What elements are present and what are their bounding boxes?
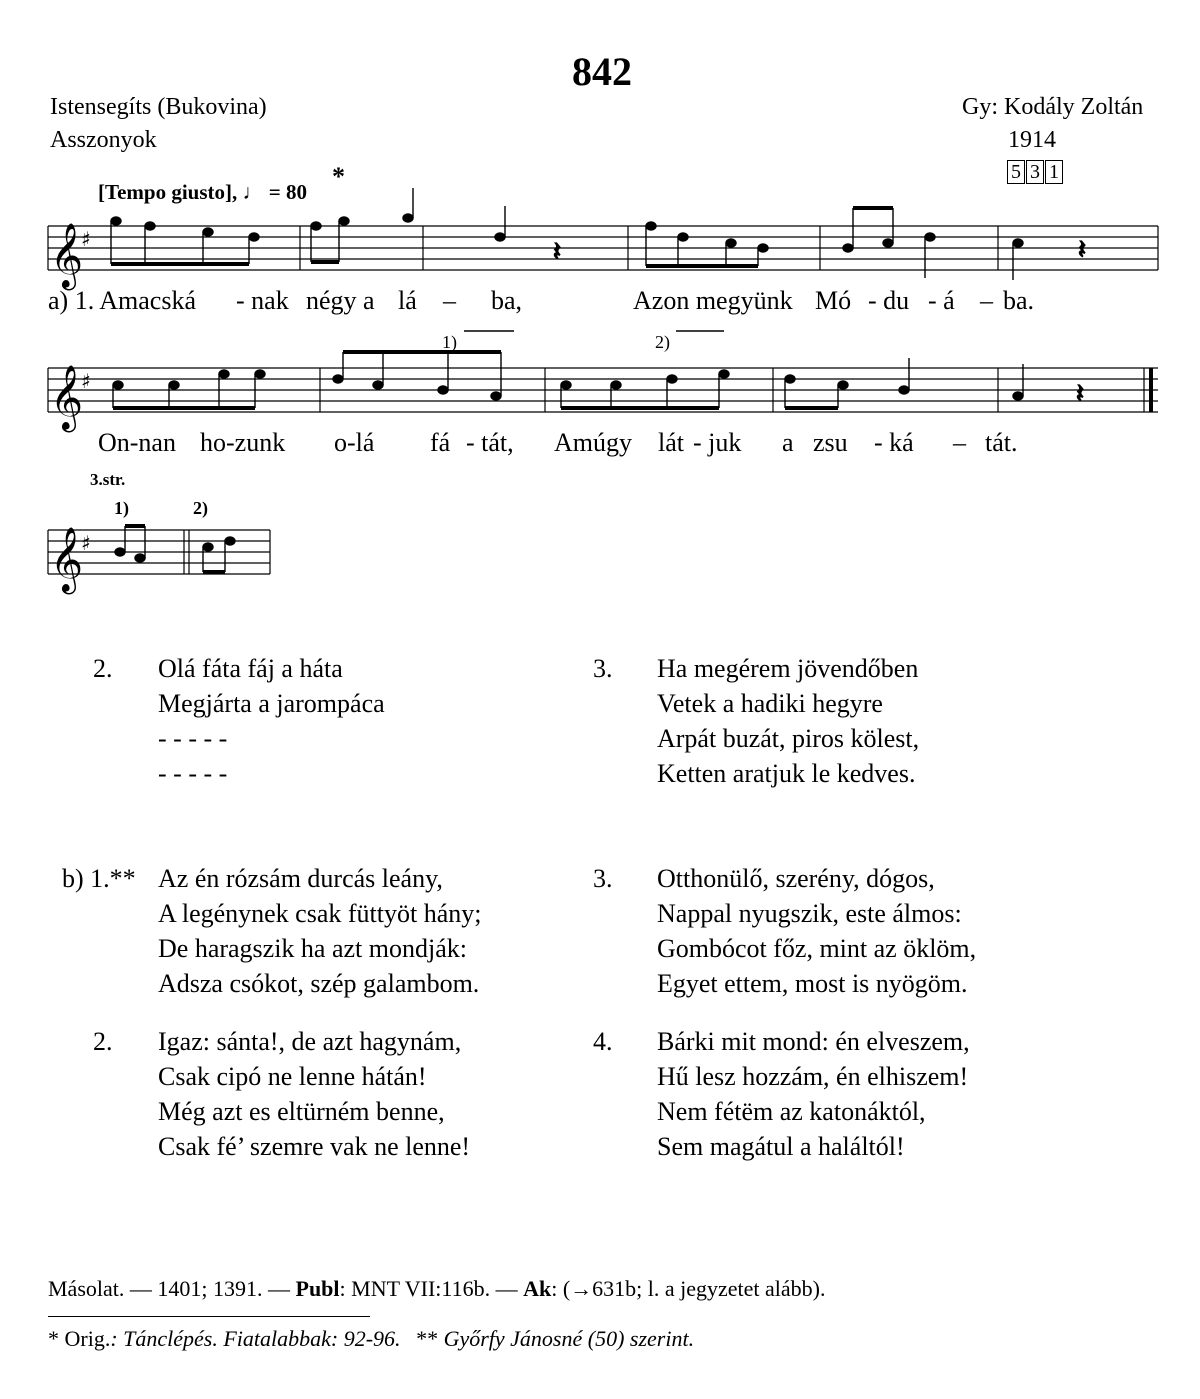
lyric-syllable: –	[980, 286, 993, 315]
lyric-syllable: - nak	[236, 286, 289, 315]
lyric-syllable: On-nan	[98, 428, 176, 457]
lyric-syllable: Azon megyünk	[633, 286, 793, 315]
lyric-syllable: fá	[430, 428, 451, 457]
verse-line: - - - - -	[158, 724, 228, 753]
verse-line: Otthonülő, szerény, dógos,	[657, 864, 935, 893]
sharp-icon: ♯	[81, 531, 91, 555]
lyric-syllable: - du	[868, 286, 910, 315]
lyric-syllable: - tát,	[466, 428, 514, 457]
song-number: 842	[572, 49, 632, 94]
verse-number: 3.	[593, 654, 613, 683]
sharp-icon: ♯	[81, 369, 91, 393]
tempo-marking	[98, 180, 307, 205]
lyric-syllable: - juk	[693, 428, 742, 457]
lyric-syllable: lát	[658, 428, 684, 457]
music-staff-2	[48, 360, 1168, 430]
verse-line: A legénynek csak füttyöt hány;	[158, 899, 482, 928]
verse-line: Sem magátul a haláltól!	[657, 1132, 905, 1161]
source-copies: Másolat. — 1401; 1391. —	[48, 1276, 290, 1301]
verse-number: 3.	[593, 864, 613, 893]
mode-degree: 1	[1045, 160, 1063, 184]
collection-year: 1914	[1008, 127, 1056, 153]
verse-number: b) 1.**	[62, 864, 136, 893]
footnote-orig-text: : Tánclépés. Fiatalabbak: 92-96.	[110, 1326, 401, 1351]
verse-lines	[158, 651, 385, 791]
quarter-note-icon: ♩	[242, 180, 264, 204]
publ-label: Publ	[295, 1276, 340, 1301]
volta-1-label: 1)	[442, 332, 457, 352]
source-note	[48, 1276, 826, 1302]
verse-line: Még azt es eltürném benne,	[158, 1097, 445, 1126]
lyric-syllable: Amúgy	[554, 428, 632, 457]
music-staff-1	[48, 218, 1168, 288]
verse-lines	[158, 1024, 470, 1164]
tempo-asterisk: *	[332, 162, 345, 191]
verse-line: Csak fé’ szemre vak ne lenne!	[158, 1132, 471, 1161]
lyric-syllable: tát.	[985, 428, 1018, 457]
verse-line: Csak cipó ne lenne hátán!	[158, 1062, 427, 1091]
verse-line: Nem fétëm az katonáktól,	[657, 1097, 926, 1126]
ak-label: Ak	[523, 1276, 552, 1301]
verse-line: Ketten aratjuk le kedves.	[657, 759, 916, 788]
footnote-star: *	[48, 1326, 59, 1351]
lyric-syllable: - á	[928, 286, 955, 315]
verse-number: 2.	[93, 1027, 113, 1056]
verse-line: Az én rózsám durcás leány,	[158, 864, 443, 893]
tempo-text: [Tempo giusto],	[98, 180, 238, 204]
strophe-3-label: 3.str.	[90, 470, 126, 489]
verse-lines	[657, 861, 976, 1001]
strophe-3-volta-2: 2)	[193, 498, 208, 518]
verse-line: Adsza csókot, szép galambom.	[158, 969, 480, 998]
verse-lines	[657, 1024, 970, 1164]
volta-2-bracket	[676, 330, 736, 334]
svg-text:𝄽: 𝄽	[1076, 379, 1084, 409]
svg-text:𝄽: 𝄽	[553, 237, 561, 267]
lyrics-line-2	[48, 428, 1168, 462]
verse-number: 2.	[93, 654, 113, 683]
lyric-syllable: lá	[398, 286, 417, 315]
verse-line: Hű lesz hozzám, én elhiszem!	[657, 1062, 969, 1091]
strophe-3-volta-1: 1)	[114, 498, 129, 518]
footnotes	[48, 1326, 694, 1352]
verse-line: Arpát buzát, piros kölest,	[657, 724, 920, 753]
collector: Gy: Kodály Zoltán	[962, 94, 1144, 120]
lyric-syllable: zsu	[813, 428, 848, 457]
verse-line: Ha megérem jövendőben	[657, 654, 919, 683]
verse-line: Egyet ettem, most is nyögöm.	[657, 969, 968, 998]
treble-clef-icon: 𝄞	[50, 365, 84, 430]
footnote-orig-label: Orig.	[64, 1326, 111, 1351]
volta-1-bracket	[464, 330, 524, 334]
lyric-syllable: a	[782, 428, 794, 457]
lyric-syllable: a) 1. Amacská	[48, 286, 197, 315]
lyric-syllable: –	[953, 428, 966, 457]
lyric-syllable: Mó	[815, 286, 852, 315]
verse-line: Olá fáta fáj a háta	[158, 654, 343, 683]
ak-text: : (→631b; l. a jegyzetet alább).	[551, 1276, 826, 1301]
verse-lines	[158, 861, 481, 1001]
verse-line: Nappal nyugszik, este álmos:	[657, 899, 962, 928]
treble-clef-icon: 𝄞	[50, 223, 84, 288]
svg-text:𝄽: 𝄽	[1078, 235, 1086, 265]
metronome-value: = 80	[268, 180, 307, 204]
lyric-syllable: o-lá	[334, 428, 375, 457]
verse-line: Igaz: sánta!, de azt hagynám,	[158, 1027, 462, 1056]
mode-degree: 3	[1026, 160, 1044, 184]
mode-degree: 5	[1007, 160, 1025, 184]
lyric-syllable: ba,	[491, 286, 523, 315]
lyrics-line-1	[48, 286, 1168, 320]
footnote-double-star: **	[416, 1326, 439, 1351]
lyric-syllable: ba.	[1003, 286, 1035, 315]
verse-number: 4.	[593, 1027, 613, 1056]
footnote-divider	[48, 1316, 370, 1317]
place-name: Istensegíts (Bukovina)	[50, 94, 267, 120]
treble-clef-icon: 𝄞	[50, 527, 84, 592]
mode-indicator	[1007, 160, 1064, 184]
music-staff-3	[48, 522, 288, 592]
verse-line: De haragszik ha azt mondják:	[158, 934, 467, 963]
verse-line: Gombócot főz, mint az öklöm,	[657, 934, 977, 963]
performers: Asszonyok	[50, 127, 157, 153]
volta-2-label: 2)	[655, 332, 670, 352]
lyric-syllable: –	[443, 286, 456, 315]
sharp-icon: ♯	[81, 227, 91, 251]
verse-line: Vetek a hadiki hegyre	[657, 689, 883, 718]
lyric-syllable: ho-zunk	[200, 428, 286, 457]
verse-line: - - - - -	[158, 759, 228, 788]
verse-line: Bárki mit mond: én elveszem,	[657, 1027, 970, 1056]
verse-line: Megjárta a jarompáca	[158, 689, 385, 718]
publ-text: : MNT VII:116b. —	[339, 1276, 518, 1301]
lyric-syllable: - ká	[874, 428, 914, 457]
footnote-informant: Győrfy Jánosné (50) szerint.	[443, 1326, 695, 1351]
lyric-syllable: négy a	[306, 286, 375, 315]
verse-lines	[657, 651, 919, 791]
